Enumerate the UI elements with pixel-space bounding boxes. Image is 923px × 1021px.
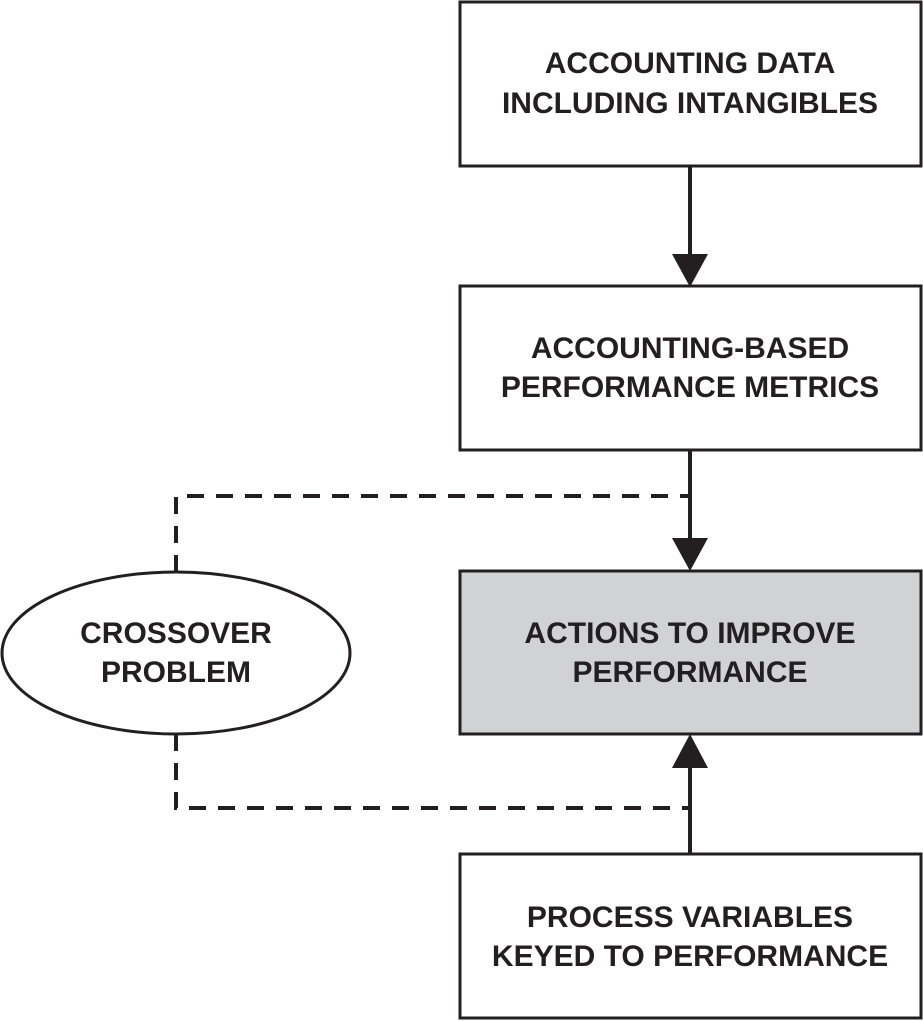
arrowhead-down-to-actions [672, 538, 708, 571]
actions-box [460, 571, 921, 734]
arrowhead-down-to-metrics [672, 254, 708, 287]
actions-line2: PERFORMANCE [572, 656, 808, 689]
process-variables-box [460, 854, 921, 1018]
crossover-problem-ellipse [2, 572, 350, 734]
node-actions [460, 571, 921, 734]
node-accounting-data [460, 2, 921, 166]
actions-line1: ACTIONS TO IMPROVE [524, 617, 856, 650]
dashed-connector-bottom [176, 734, 690, 808]
process-variables-line2: KEYED TO PERFORMANCE [491, 940, 889, 973]
process-variables-line1: PROCESS VARIABLES [526, 901, 854, 934]
node-performance-metrics [460, 286, 921, 450]
node-process-variables [460, 854, 921, 1018]
performance-metrics-line1: ACCOUNTING-BASED [530, 332, 850, 365]
crossover-problem-line2: PROBLEM [101, 656, 251, 689]
accounting-data-line2: INCLUDING INTANGIBLES [501, 87, 879, 120]
performance-metrics-box [460, 286, 921, 450]
accounting-data-line1: ACCOUNTING DATA [544, 47, 836, 80]
crossover-problem-line1: CROSSOVER [80, 617, 272, 650]
performance-metrics-line2: PERFORMANCE METRICS [500, 371, 880, 404]
arrowhead-up-to-actions [672, 734, 708, 768]
accounting-data-box [460, 2, 921, 166]
dashed-connector-top [176, 496, 690, 572]
node-crossover-problem [2, 572, 350, 734]
